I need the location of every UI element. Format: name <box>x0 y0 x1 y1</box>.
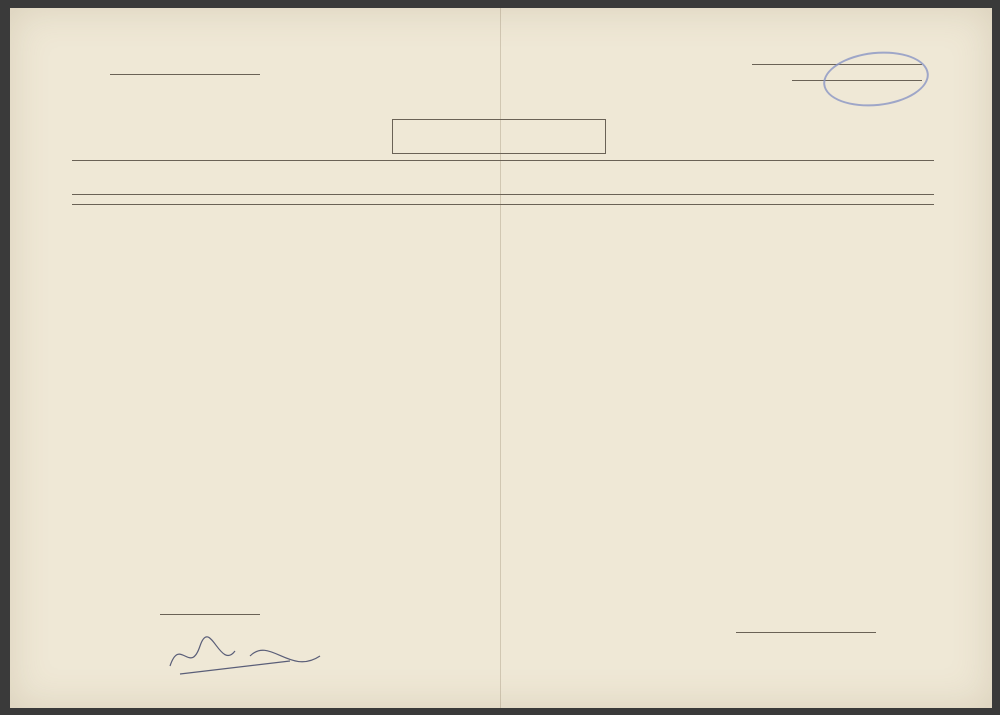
nationality-box <box>392 119 606 154</box>
company-stamp <box>820 47 931 112</box>
document-sheet <box>10 8 992 708</box>
signature-scribble <box>160 626 360 686</box>
fold-line <box>500 8 501 708</box>
